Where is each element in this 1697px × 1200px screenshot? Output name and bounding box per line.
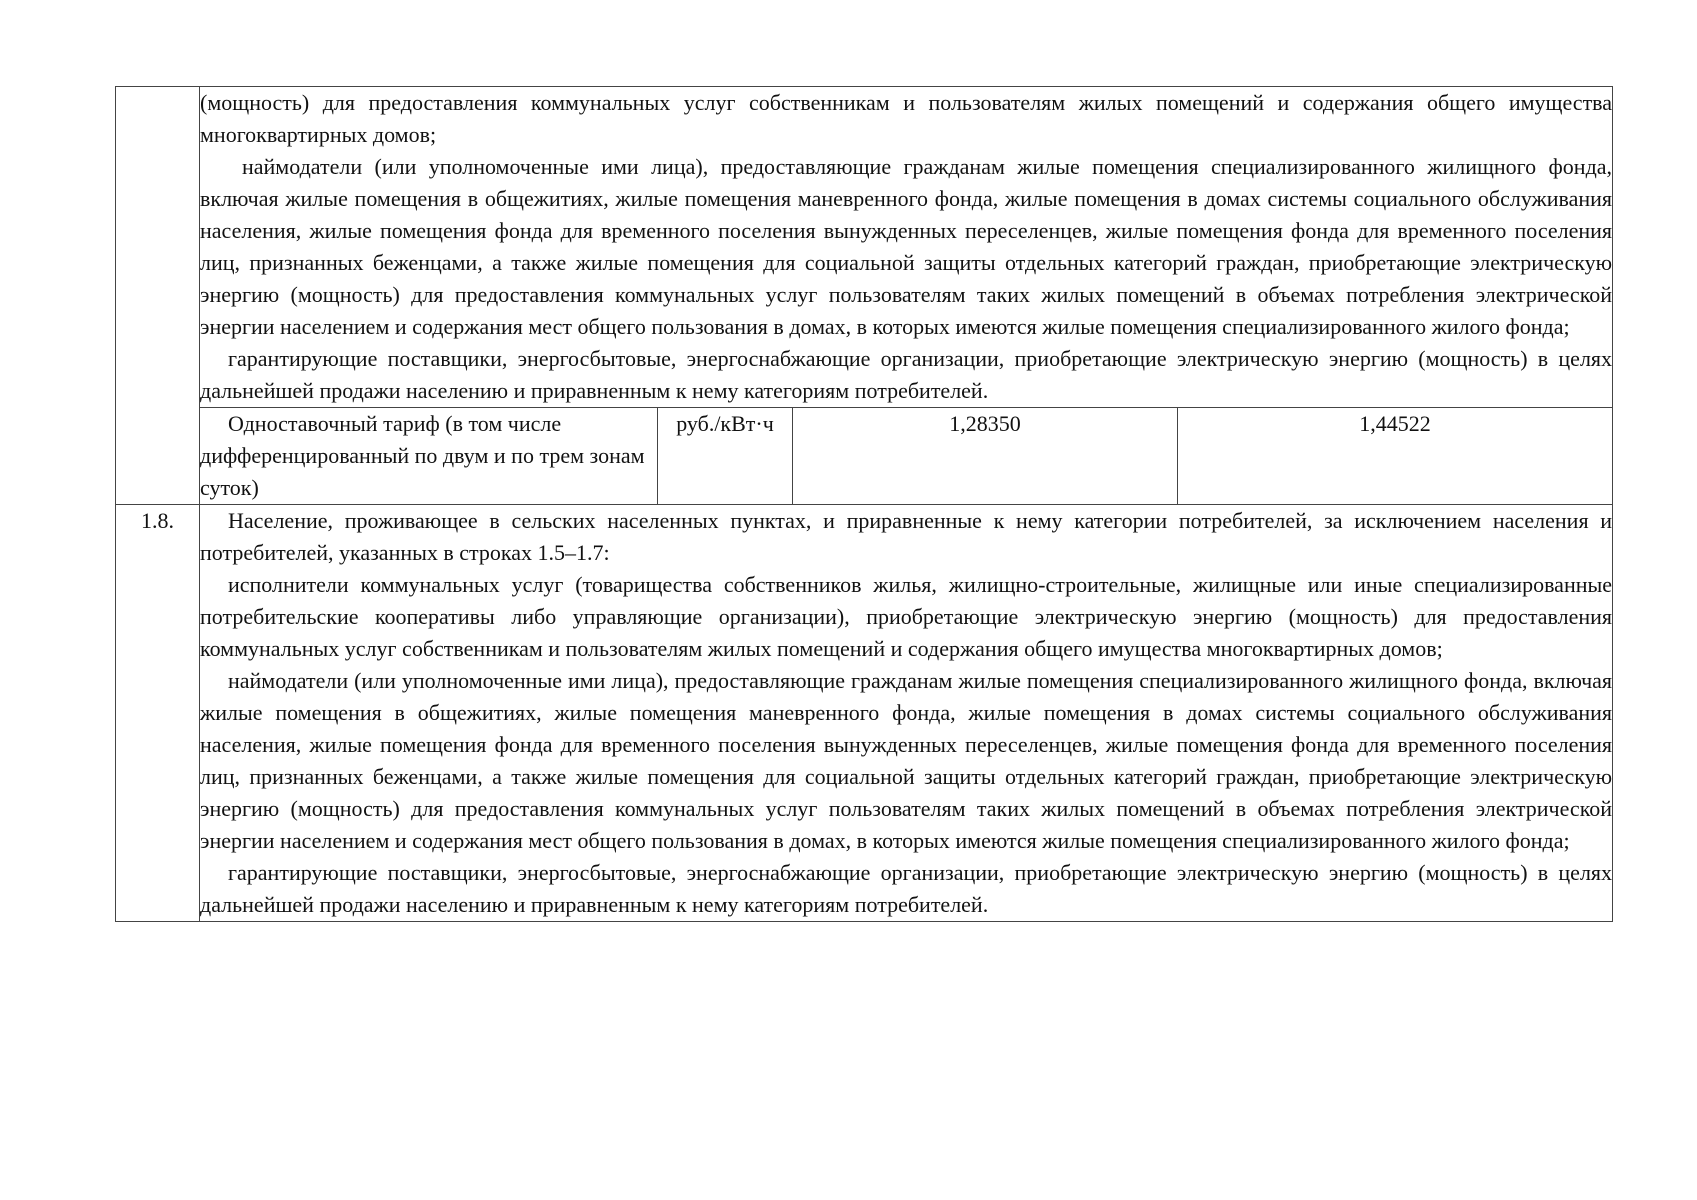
table-row-tariff	[116, 408, 1613, 505]
paragraph: гарантирующие поставщики, энергосбытовые, энергоснабжающие организации, приобретающие электрическую энергию (мощность) в целях дальнейшей продажи населению и приравненным к нему категориям потребителей.	[200, 860, 1613, 917]
tariff-name: Одноставочный тариф (в том числе дифференцированный по двум и по трем зонам суток)	[200, 411, 645, 500]
table-row-continued	[116, 87, 1613, 408]
row-description-cell	[200, 87, 1613, 408]
paragraph: гарантирующие поставщики, энергосбытовые, энергоснабжающие организации, приобретающие электрическую энергию (мощность) в целях дальнейшей продажи населению и приравненным к нему категориям потребителей.	[200, 346, 1613, 403]
table-row-1-8	[116, 505, 1613, 922]
tariff-unit-cell: руб./кВт·ч	[658, 408, 793, 505]
paragraph: (мощность) для предоставления коммунальных услуг собственникам и пользователям жилых помещений и содержания общего имущества многоквартирных домов;	[200, 90, 1613, 147]
row-description-cell	[200, 505, 1613, 922]
paragraph: Население, проживающее в сельских населенных пунктах, и приравненные к нему категории потребителей, за исключением населения и потребителей, указанных в строках 1.5–1.7:	[200, 508, 1613, 565]
paragraph: наймодатели (или уполномоченные ими лица), предоставляющие гражданам жилые помещения специализированного жилищного фонда, включая жилые помещения в общежитиях, жилые помещения маневренного фонда, жилые помещения в домах системы социального обслуживания населения, жилые помещения фонда для временного поселения вынужденных переселенцев, жилые помещения фонда для временного поселения лиц, признанных беженцами, а также жилые помещения для социальной защиты отдельных категорий граждан, приобретающие электрическую энергию (мощность) для предоставления коммунальных услуг пользователям таких жилых помещений в объемах потребления электрической энергии населением и содержания мест общего пользования в домах, в которых имеются жилые помещения специализированного жилого фонда;	[200, 154, 1613, 339]
tariff-name-cell	[200, 408, 658, 505]
tariff-table	[115, 86, 1613, 922]
row-number-cell	[116, 87, 200, 505]
row-number-cell: 1.8.	[116, 505, 200, 922]
tariff-value-1-cell: 1,28350	[793, 408, 1178, 505]
paragraph: исполнители коммунальных услуг (товарищества собственников жилья, жилищно-строительные, жилищные или иные специализированные потребительские кооперативы либо управляющие организации), приобретающие электрическую энергию (мощность) для предоставления коммунальных услуг собственникам и пользователям жилых помещений и содержания общего имущества многоквартирных домов;	[200, 572, 1613, 661]
tariff-value-2-cell: 1,44522	[1178, 408, 1613, 505]
paragraph: наймодатели (или уполномоченные ими лица), предоставляющие гражданам жилые помещения специализированного жилищного фонда, включая жилые помещения в общежитиях, жилые помещения маневренного фонда, жилые помещения в домах системы социального обслуживания населения, жилые помещения фонда для временного поселения вынужденных переселенцев, жилые помещения фонда для временного поселения лиц, признанных беженцами, а также жилые помещения для социальной защиты отдельных категорий граждан, приобретающие электрическую энергию (мощность) для предоставления коммунальных услуг пользователям таких жилых помещений в объемах потребления электрической энергии населением и содержания мест общего пользования в домах, в которых имеются жилые помещения специализированного жилого фонда;	[200, 668, 1613, 853]
